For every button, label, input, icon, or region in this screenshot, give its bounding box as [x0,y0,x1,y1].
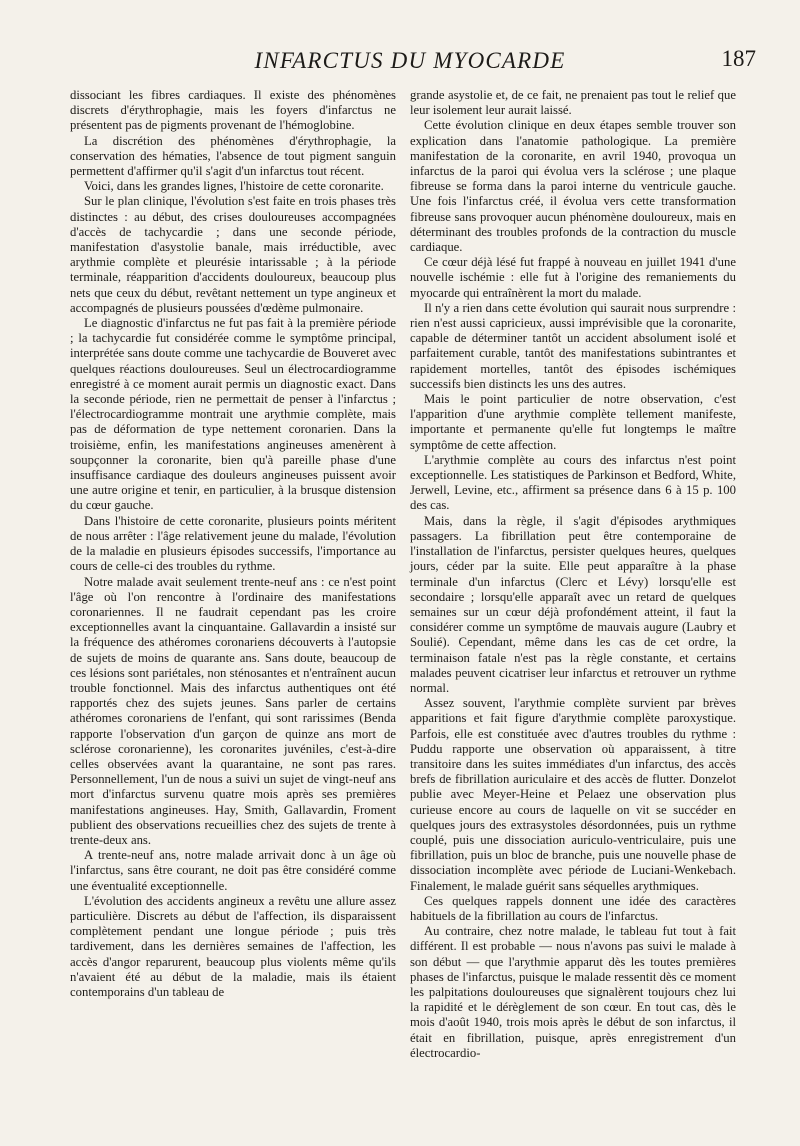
paragraph: L'évolution des accidents angineux a revêtu une allure assez particulière. Discrets au début de l'affection, ils disparaissent complètement pendant une longue période ; puis très tardivement, dans les dernières semaines de l'affection, les accès d'angor reparurent, beaucoup plus violents même qu'ils n'avaient été au début de la maladie, mais ils étaient contemporains d'un tableau de [70,893,396,999]
paragraph: Mais le point particulier de notre observation, c'est l'apparition d'une arythmie complète tellement manifeste, importante et permanente qu'elle fut longtemps le maître symptôme de cette affection. [410,392,736,452]
paragraph: Mais, dans la règle, il s'agit d'épisodes arythmiques passagers. La fibrillation peut être contemporaine de l'installation de l'infarctus, persister quelques heures, quelques jours, céder par la suite. Elle peut apparaître à la phase terminale d'un infarctus (Clerc et Lévy) lorsqu'elle est secondaire ; lorsqu'elle apparaît avec un retard de quelques semaines sur un cœur déjà profondément atteint, il faut la considérer comme un symptôme de mauvais augure (Laubry et Soulié). Cependant, même dans les cas de cet ordre, la terminaison fatale n'est pas la règle constante, et certains malades peuvent cicatriser leur infarctus et retrouver un rythme normal. [410,513,736,695]
paragraph: Il n'y a rien dans cette évolution qui saurait nous surprendre : rien n'est aussi capricieux, aussi imprévisible que la coronarite, capable de déterminer tantôt un accident absolument isolé et parfaitement curable, tantôt des manifestations subintrantes et rapidement mortelles, tantôt des épisodes ischémiques successifs bien distincts les uns des autres. [410,300,736,391]
paragraph: Ce cœur déjà lésé fut frappé à nouveau en juillet 1941 d'une nouvelle ischémie : elle fut à l'origine des remaniements du myocarde qui entraînèrent la mort du malade. [410,255,736,300]
page-header [64,46,756,86]
paragraph: Notre malade avait seulement trente-neuf ans : ce n'est point l'âge où l'on rencontre à l'ordinaire des manifestations coronariennes. Il ne faudrait cependant pas les croire exceptionnelles avant la cinquantaine. Gallavardin a insisté sur la fréquence des athéromes coronariens découverts à l'autopsie de sujets de moins de quarante ans. Sans doute, beaucoup de ces lésions sont pariétales, non sténosantes et n'entraînent aucun trouble fonctionnel. Mais des infarctus authentiques ont été rapportés chez des sujets jeunes. Sans parler de certains athéromes coronariens de l'enfant, qui sont rarissimes (Benda rapporte l'observation d'un garçon de quinze ans mort de sclérose coronarienne), les coronarites juvéniles, c'est-à-dire celles observées avant la quarantaine, ne sont pas rares. Personnellement, l'un de nous a suivi un sujet de vingt-neuf ans mort d'infarctus survenu quatre mois après ses premières manifestations angineuses. Hay, Smith, Gallavardin, Froment publient des observations recueillies chez des sujets de trente à trente-deux ans. [70,574,396,847]
paragraph: Cette évolution clinique en deux étapes semble trouver son explication dans l'anatomie pathologique. La première manifestation de la coronarite, en avril 1940, provoqua un infarctus de la paroi qui évolua vers la sclérose ; une plaque fibreuse se forma dans la paroi interne du ventricule gauche. Une fois l'infarctus créé, il évolua vers cette transformation fibreuse sans provoquer aucun phénomène douloureux, mais en déterminant des troubles profonds de la contraction du muscle cardiaque. [410,118,736,255]
paragraph: grande asystolie et, de ce fait, ne prenaient pas tout le relief que leur isolement leur aurait laissé. [410,88,736,118]
paragraph: La discrétion des phénomènes d'érythrophagie, la conservation des hématies, l'absence de tout pigment sanguin permettent d'affirmer qu'il s'agit d'un infarctus tout récent. [70,133,396,179]
paragraph: Au contraire, chez notre malade, le tableau fut tout à fait différent. Il est probable — nous n'avons pas suivi le malade à son début — que l'arythmie apparut dès les toutes premières phases de l'infarctus, puisque le malade ressentit dès ce moment les palpitations douloureuses que signalèrent toujours chez lui la rapidité et le dérèglement de son cœur. En tout cas, dès le mois d'août 1940, trois mois après le début de son infarctus, il était en fibrillation, puisque, après enregistrement d'un électrocardio- [410,924,736,1060]
page-number: 187 [721,46,756,71]
paragraph: L'arythmie complète au cours des infarctus n'est point exceptionnelle. Les statistiques de Parkinson et Bedford, White, Jerwell, Levine, etc., affirment sa présence dans 6 à 15 p. 100 des cas. [410,452,736,513]
left-column [70,88,396,1000]
paragraph: Le diagnostic d'infarctus ne fut pas fait à la première période ; la tachycardie fut considérée comme le symptôme principal, interprétée sans doute comme une tachycardie de Bouveret avec quelques réactions douloureuses. Seul un électrocardiogramme enregistré à ce moment aurait permis un diagnostic exact. Dans la seconde période, rien ne permettait de penser à l'infarctus ; l'électrocardiogramme montrait une arythmie complète, mais pas de déformation de type nettement coronarien. Dans la troisième, enfin, les manifestations angineuses amenèrent à soupçonner la coronarite, bien qu'à pareille phase d'une insuffisance cardiaque des douleurs angineuses puissent avoir une autre origine et tenir, en particulier, à la brusque distension du cœur gauche. [70,316,396,513]
running-title: INFARCTUS DU MYOCARDE [254,48,566,73]
paragraph: Ces quelques rappels donnent une idée des caractères habituels de la fibrillation au cours de l'infarctus. [410,893,736,923]
right-column [410,88,736,1061]
paragraph: A trente-neuf ans, notre malade arrivait donc à un âge où l'infarctus, sans être courant, ne doit pas être considéré comme une éventualité exceptionnelle. [70,848,396,893]
paragraph: Assez souvent, l'arythmie complète survient par brèves apparitions et fait figure d'arythmie complète paroxystique. Parfois, elle est constituée avec d'autres troubles du rythme : Puddu rapporte une observation où apparaissent, à titre transitoire dans les suites immédiates d'un infarctus, des accès brefs de fibrillation auriculaire et des accès de flutter. Donzelot publie avec Meyer-Heine et Pelaez une observation plus curieuse encore au cours de laquelle on vit se succéder en quelques jours des extrasystoles désordonnées, puis un rythme couplé, puis une dissociation auriculo-ventriculaire, puis une fibrillation, puis un bloc de branche, puis une nouvelle phase de dissociation incomplète avec période de Luciani-Wenkebach. Finalement, le malade guérit sans séquelles arythmiques. [410,696,736,893]
paragraph: dissociant les fibres cardiaques. Il existe des phénomènes discrets d'érythrophagie, mais les foyers d'infarctus ne présentent pas de pigments provenant de l'hémoglobine. [70,88,396,133]
paragraph: Dans l'histoire de cette coronarite, plusieurs points méritent de nous arrêter : l'âge relativement jeune du malade, l'évolution de la maladie en plusieurs épisodes successifs, l'importance au cours de celle-ci des troubles du rythme. [70,513,396,574]
paragraph: Sur le plan clinique, l'évolution s'est faite en trois phases très distinctes : au début, des crises douloureuses accompagnées d'accès de tachycardie ; dans une seconde période, manifestation d'asystolie banale, mais irréductible, avec arythmie complète et pleurésie intarissable ; à la période terminale, réapparition d'accidents douloureux, beaucoup plus nets que ceux du début, revêtant nettement un type angineux et accompagnés de plusieurs poussées d'œdème pulmonaire. [70,194,396,315]
paragraph: Voici, dans les grandes lignes, l'histoire de cette coronarite. [84,179,384,194]
